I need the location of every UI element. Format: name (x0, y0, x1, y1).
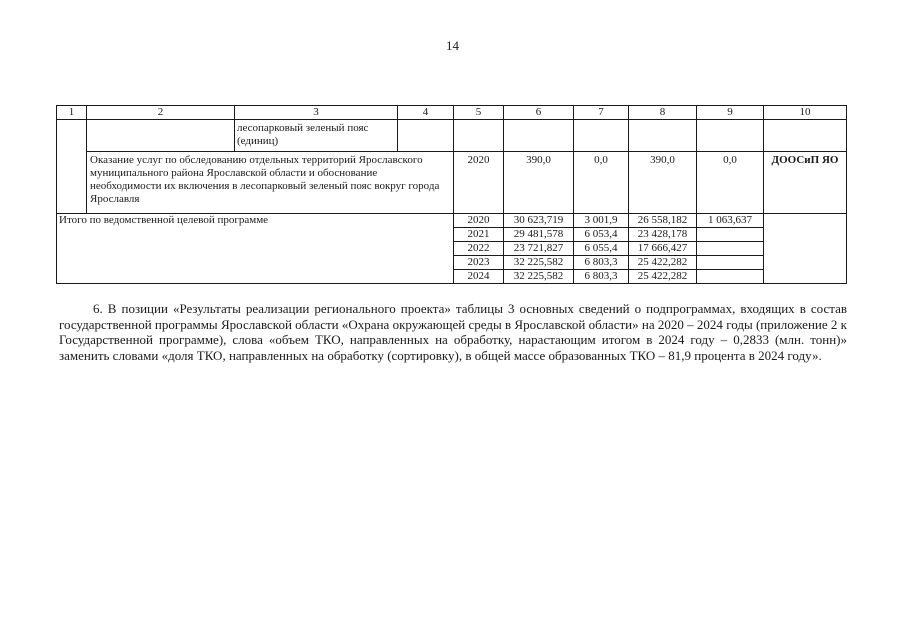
budget-table (56, 105, 847, 284)
total-col9 (697, 228, 764, 242)
total-label: Итого по ведомственной целевой программе (57, 214, 454, 284)
header-cell: 10 (764, 106, 847, 120)
service-col9: 0,0 (697, 152, 764, 214)
total-year: 2022 (454, 242, 504, 256)
continuation-text: лесопарковый зеленый пояс (единиц) (235, 120, 398, 152)
header-cell: 6 (504, 106, 574, 120)
table-header-row (57, 106, 847, 120)
total-col6: 30 623,719 (504, 214, 574, 228)
total-col7: 6 803,3 (574, 270, 629, 284)
total-year: 2024 (454, 270, 504, 284)
total-col7: 6 803,3 (574, 256, 629, 270)
total-col6: 29 481,578 (504, 228, 574, 242)
table-cell (629, 120, 697, 152)
service-col10: ДООСиП ЯО (764, 152, 847, 214)
service-row (57, 152, 847, 214)
header-cell: 1 (57, 106, 87, 120)
table-cell (87, 120, 235, 152)
service-col6: 390,0 (504, 152, 574, 214)
total-year: 2023 (454, 256, 504, 270)
total-col7: 3 001,9 (574, 214, 629, 228)
total-col9: 1 063,637 (697, 214, 764, 228)
header-cell: 4 (398, 106, 454, 120)
service-year: 2020 (454, 152, 504, 214)
table-cell (764, 120, 847, 152)
service-col7: 0,0 (574, 152, 629, 214)
header-cell: 2 (87, 106, 235, 120)
page-number: 14 (446, 38, 459, 53)
total-col9 (697, 270, 764, 284)
header-cell: 9 (697, 106, 764, 120)
total-col6: 23 721,827 (504, 242, 574, 256)
total-row (57, 214, 847, 228)
header-cell: 5 (454, 106, 504, 120)
continuation-row (57, 120, 847, 152)
total-year: 2020 (454, 214, 504, 228)
table-cell (697, 120, 764, 152)
header-cell: 7 (574, 106, 629, 120)
table-cell (398, 120, 454, 152)
table-cell (454, 120, 504, 152)
service-col8: 390,0 (629, 152, 697, 214)
amendment-paragraph: 6. В позиции «Результаты реализации регионального проекта» таблицы 3 основных сведений о подпрограммах, входящих в состав государственной программы Ярославской области «Охрана окружающей среды в Ярославской области» на 2020 – 2024 годы (приложение 2 к Государственной программе), слова «объем ТКО, направленных на обработку, нарастающим итогом в 2024 году – 0,2833 (млн. тонн)» заменить словами «доля ТКО, направленных на обработку (сортировку), в общей массе образованных ТКО – 81,9 процента в 2024 году». (59, 301, 847, 363)
total-col8: 17 666,427 (629, 242, 697, 256)
header-cell: 3 (235, 106, 398, 120)
service-description: Оказание услуг по обследованию отдельных территорий Ярославского муниципального района Ярославской области и обоснование необходимости их включения в лесопарковый зеленый пояс вокруг города Ярославля (87, 152, 454, 214)
total-col8: 25 422,282 (629, 270, 697, 284)
total-col7: 6 055,4 (574, 242, 629, 256)
total-col8: 26 558,182 (629, 214, 697, 228)
total-col10 (764, 214, 847, 284)
table-cell (574, 120, 629, 152)
total-col9 (697, 256, 764, 270)
total-col8: 25 422,282 (629, 256, 697, 270)
header-cell: 8 (629, 106, 697, 120)
total-col9 (697, 242, 764, 256)
total-col7: 6 053,4 (574, 228, 629, 242)
table-cell (504, 120, 574, 152)
total-year: 2021 (454, 228, 504, 242)
total-col6: 32 225,582 (504, 270, 574, 284)
total-col6: 32 225,582 (504, 256, 574, 270)
table-cell (57, 120, 87, 214)
total-col8: 23 428,178 (629, 228, 697, 242)
